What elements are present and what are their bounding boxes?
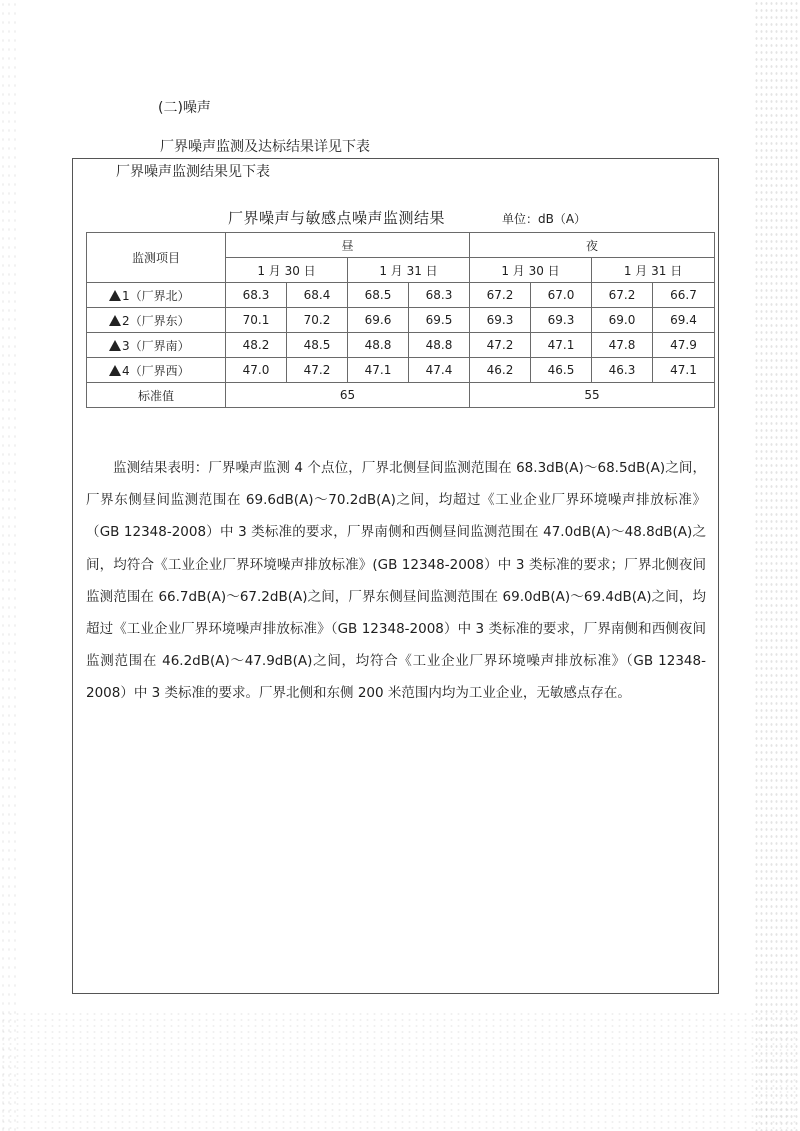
table-cell: 47.2 (470, 333, 531, 358)
table-row (87, 333, 715, 358)
table-cell: 68.3 (409, 283, 470, 308)
table-cell: 46.2 (470, 358, 531, 383)
table-cell: 47.4 (409, 358, 470, 383)
scan-noise-right (754, 0, 800, 1131)
table-cell: 47.8 (592, 333, 653, 358)
row-label-text: 4（厂界西） (122, 363, 190, 378)
frame-note: 厂界噪声监测结果见下表 (116, 164, 270, 180)
table-cell: 68.4 (287, 283, 348, 308)
row-label-text: 1（厂界北） (122, 288, 190, 303)
standard-row (87, 383, 715, 408)
table-cell: 46.5 (531, 358, 592, 383)
conclusion-paragraph: 监测结果表明：厂界噪声监测 4 个点位，厂界北侧昼间监测范围在 68.3dB(A)～68.5dB(A)之间，厂界东侧昼间监测范围在 69.6dB(A)～70.2dB(A)之间，均超过《工业企业厂界环境噪声排放标准》（GB 12348-2008）中 3 类标准的要求，厂界南侧和西侧昼间监测范围在 47.0dB(A)～48.8dB(A)之间，均符合《工业企业厂界环境噪声排放标准》(GB 12348-2008）中 3 类标准的要求；厂界北侧夜间监测范围在 66.7dB(A)～67.2dB(A)之间，厂界东侧昼间监测范围在 69.0dB(A)～69.4dB(A)之间，均超过《工业企业厂界环境噪声排放标准》（GB 12348-2008）中 3 类标准的要求，厂界南侧和西侧夜间监测范围在 46.2dB(A)～47.9dB(A)之间，均符合《工业企业厂界环境噪声排放标准》（GB 12348-2008）中 3 类标准的要求。厂界北侧和东侧 200 米范围内均为工业企业，无敏感点存在。 (86, 460, 706, 702)
table-row (87, 308, 715, 333)
row-label-text: 3（厂界南） (122, 338, 190, 353)
table-title: 厂界噪声与敏感点噪声监测结果 (228, 209, 446, 227)
table-cell: 47.9 (653, 333, 715, 358)
table-row (87, 283, 715, 308)
header-date: 1 月 31 日 (348, 258, 470, 283)
section-intro: 厂界噪声监测及达标结果详见下表 (160, 139, 370, 155)
triangle-icon (109, 290, 121, 301)
table-cell: 46.3 (592, 358, 653, 383)
row-label (87, 333, 226, 358)
table-cell: 68.3 (226, 283, 287, 308)
table-cell: 48.5 (287, 333, 348, 358)
table-cell: 48.2 (226, 333, 287, 358)
table-cell: 47.1 (653, 358, 715, 383)
table-cell: 67.0 (531, 283, 592, 308)
table-cell: 66.7 (653, 283, 715, 308)
table-cell: 70.1 (226, 308, 287, 333)
standard-day: 65 (226, 383, 470, 408)
triangle-icon (109, 315, 121, 326)
table-cell: 69.0 (592, 308, 653, 333)
table-cell: 69.3 (531, 308, 592, 333)
table-cell: 69.5 (409, 308, 470, 333)
table-cell: 67.2 (470, 283, 531, 308)
table-cell: 47.1 (531, 333, 592, 358)
row-label (87, 358, 226, 383)
table-cell: 47.1 (348, 358, 409, 383)
header-night: 夜 (470, 233, 715, 258)
table-unit: 单位：dB（A） (502, 212, 587, 226)
row-label (87, 308, 226, 333)
standard-label: 标准值 (87, 383, 226, 408)
table-cell: 67.2 (592, 283, 653, 308)
triangle-icon (109, 365, 121, 376)
section-heading: (二)噪声 (158, 100, 211, 116)
row-label-text: 2（厂界东） (122, 313, 190, 328)
table-cell: 69.6 (348, 308, 409, 333)
scan-noise-bottom (0, 1011, 800, 1131)
table-cell: 47.2 (287, 358, 348, 383)
table-cell: 48.8 (348, 333, 409, 358)
header-item: 监测项目 (87, 233, 226, 283)
table-cell: 48.8 (409, 333, 470, 358)
standard-night: 55 (470, 383, 715, 408)
scan-noise-left (0, 0, 18, 1131)
header-date: 1 月 30 日 (226, 258, 348, 283)
header-date: 1 月 31 日 (592, 258, 715, 283)
table-cell: 47.0 (226, 358, 287, 383)
table-cell: 69.4 (653, 308, 715, 333)
header-day: 昼 (226, 233, 470, 258)
table-cell: 69.3 (470, 308, 531, 333)
table-cell: 68.5 (348, 283, 409, 308)
triangle-icon (109, 340, 121, 351)
header-date: 1 月 30 日 (470, 258, 592, 283)
noise-table (86, 232, 715, 408)
table-row (87, 358, 715, 383)
row-label (87, 283, 226, 308)
table-cell: 70.2 (287, 308, 348, 333)
